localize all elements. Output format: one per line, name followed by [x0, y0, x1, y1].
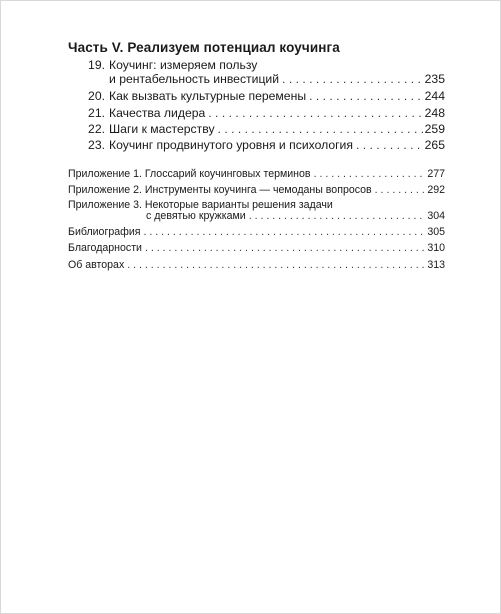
toc-entry-appendix-3-line1: Приложение 3. Некоторые варианты решения задачи: [68, 199, 333, 211]
chapter-number: 21.: [88, 106, 105, 120]
page-number: 313: [427, 259, 445, 271]
chapter-number: 19.: [88, 58, 105, 72]
chapter-title: Шаги к мастерству: [109, 122, 215, 136]
chapter-title: Качества лидера: [109, 106, 206, 120]
chapter-number: 20.: [88, 89, 105, 103]
dot-leader: [127, 259, 425, 271]
toc-entry-chapter-21[interactable]: [87, 106, 445, 120]
part-title: Часть V. Реализуем потенциал коучинга: [68, 40, 340, 55]
page-number: 304: [427, 210, 445, 222]
toc-entry-about-authors[interactable]: [68, 259, 445, 271]
chapter-title: Коучинг продвинутого уровня и психология: [109, 138, 353, 152]
toc-entry-appendix-1[interactable]: [68, 168, 445, 180]
toc-entry-chapter-22[interactable]: [87, 122, 445, 136]
page-number: 235: [424, 72, 445, 86]
page-number: 277: [427, 168, 445, 180]
appendix-title: Приложение 1. Глоссарий коучинговых терминов: [68, 168, 311, 180]
appendix-title-line2: с девятью кружками: [146, 210, 246, 222]
page-number: 259: [424, 122, 445, 136]
toc-entry-appendix-3[interactable]: [68, 210, 445, 222]
toc-entry-chapter-19-line1: [87, 58, 257, 72]
chapter-number: 22.: [88, 122, 105, 136]
page-number: 244: [424, 89, 445, 103]
dot-leader: [314, 168, 426, 180]
section-title: Библиография: [68, 226, 141, 238]
toc-entry-bibliography[interactable]: [68, 226, 445, 238]
section-title: Благодарности: [68, 242, 142, 254]
page-number: 265: [424, 138, 445, 152]
dot-leader: [218, 122, 423, 136]
toc-entry-chapter-23[interactable]: [87, 138, 445, 152]
chapter-title-line2: и рентабельность инвестиций: [109, 72, 280, 86]
dot-leader: [282, 72, 423, 86]
page-number: 248: [424, 106, 445, 120]
dot-leader: [375, 184, 426, 196]
page-number: 305: [427, 226, 445, 238]
appendix-title: Приложение 2. Инструменты коучинга — чемоданы вопросов: [68, 184, 372, 196]
chapter-title-line1: Коучинг: измеряем пользу: [109, 58, 258, 72]
chapter-number: 23.: [88, 138, 105, 152]
dot-leader: [249, 210, 426, 222]
dot-leader: [356, 138, 423, 152]
chapter-title: Как вызвать культурные перемены: [109, 89, 307, 103]
toc-entry-chapter-19[interactable]: [87, 72, 445, 86]
toc-entry-appendix-2[interactable]: [68, 184, 445, 196]
page-number: 292: [427, 184, 445, 196]
dot-leader: [145, 242, 425, 254]
page-number: 310: [427, 242, 445, 254]
toc-entry-chapter-20[interactable]: [87, 89, 445, 103]
dot-leader: [309, 89, 423, 103]
dot-leader: [208, 106, 422, 120]
section-title: Об авторах: [68, 259, 125, 271]
dot-leader: [143, 226, 425, 238]
toc-entry-acknowledgements[interactable]: [68, 242, 445, 254]
